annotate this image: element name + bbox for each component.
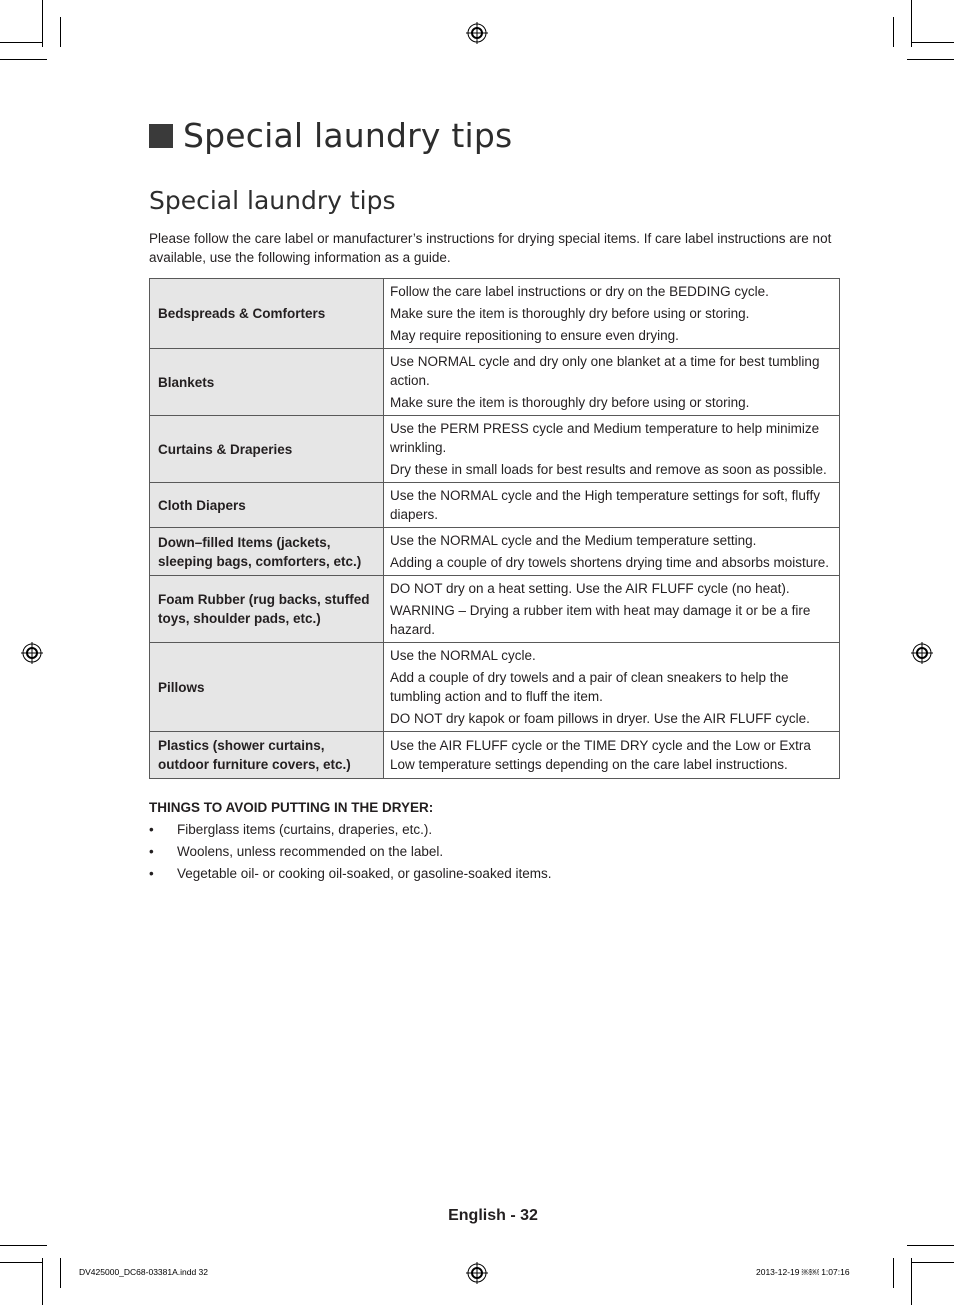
instructions-cell: [384, 416, 840, 483]
instruction-line: WARNING – Drying a rubber item with heat may damage it or be a fire hazard.: [390, 603, 811, 637]
crop-mark: [0, 42, 42, 43]
section-heading: Special laundry tips: [149, 186, 396, 215]
crop-mark: [893, 17, 894, 47]
file-slug: DV425000_DC68-03381A.indd 32: [79, 1267, 209, 1277]
crop-mark: [60, 1258, 61, 1288]
item-name-cell: Cloth Diapers: [150, 483, 384, 528]
registration-mark-icon: [21, 642, 43, 664]
crop-mark: [42, 1258, 43, 1305]
instruction-line: Use the PERM PRESS cycle and Medium temperature to help minimize wrinkling.: [390, 421, 820, 455]
instruction-line: Make sure the item is thoroughly dry before using or storing.: [390, 395, 750, 410]
table-row: [150, 483, 840, 528]
instruction-line: Use the NORMAL cycle.: [390, 648, 536, 663]
instructions-cell: [384, 483, 840, 528]
instruction-line: Dry these in small loads for best results and remove as soon as possible.: [390, 462, 827, 477]
registration-mark-icon: [466, 1262, 488, 1284]
instruction-line: Use the NORMAL cycle and the High temperature settings for soft, fluffy diapers.: [390, 488, 820, 522]
instructions-cell: [384, 643, 840, 732]
instruction-line: Use the NORMAL cycle and the Medium temperature setting.: [390, 533, 757, 548]
crop-mark: [911, 0, 912, 47]
instruction-line: Follow the care label instructions or dry on the BEDDING cycle.: [390, 284, 769, 299]
date-slug: 2013-12-19 ￼￼ 1:07:16: [756, 1267, 850, 1277]
list-item: [149, 841, 849, 863]
crop-mark: [907, 59, 954, 60]
instructions-cell: [384, 732, 840, 779]
avoid-section: [149, 797, 849, 885]
crop-mark: [60, 17, 61, 47]
item-name-cell: Plastics (shower curtains, outdoor furniture covers, etc.): [150, 732, 384, 779]
instruction-line: May require repositioning to ensure even drying.: [390, 328, 679, 343]
avoid-title: THINGS TO AVOID PUTTING IN THE DRYER:: [149, 800, 434, 815]
instruction-line: DO NOT dry kapok or foam pillows in dryer. Use the AIR FLUFF cycle.: [390, 711, 810, 726]
item-name-cell: Blankets: [150, 349, 384, 416]
instruction-line: Add a couple of dry towels and a pair of clean sneakers to help the tumbling action and to fluff the item.: [390, 670, 789, 704]
registration-mark-icon: [466, 22, 488, 44]
crop-mark: [911, 1258, 912, 1305]
instruction-line: Use the AIR FLUFF cycle or the TIME DRY cycle and the Low or Extra Low temperature settings depending on the care label instructions.: [390, 738, 811, 772]
registration-mark-icon: [911, 642, 933, 664]
bullet: •: [149, 822, 154, 837]
item-name-cell: Pillows: [150, 643, 384, 732]
item-name-cell: Curtains & Draperies: [150, 416, 384, 483]
list-item: [149, 819, 849, 841]
table-row: [150, 528, 840, 576]
bullet: •: [149, 866, 154, 881]
list-item-text: Fiberglass items (curtains, draperies, etc.).: [177, 822, 433, 837]
crop-mark: [893, 1258, 894, 1288]
page-title-text: Special laundry tips: [183, 116, 513, 155]
page-number: English - 32: [448, 1207, 538, 1224]
instructions-cell: [384, 349, 840, 416]
item-name-cell: Foam Rubber (rug backs, stuffed toys, shoulder pads, etc.): [150, 576, 384, 643]
heading-square-icon: [149, 124, 173, 148]
item-name-cell: Down–filled Items (jackets, sleeping bags, comforters, etc.): [150, 528, 384, 576]
instructions-cell: [384, 576, 840, 643]
list-item-text: Vegetable oil- or cooking oil-soaked, or gasoline-soaked items.: [177, 866, 552, 881]
instructions-cell: [384, 279, 840, 349]
bullet: •: [149, 844, 154, 859]
crop-mark: [907, 1245, 954, 1246]
crop-mark: [912, 42, 954, 43]
crop-mark: [0, 59, 47, 60]
crop-mark: [0, 1262, 42, 1263]
avoid-list: [149, 819, 849, 885]
instruction-line: Adding a couple of dry towels shortens drying time and absorbs moisture.: [390, 555, 829, 570]
item-name-cell: Bedspreads & Comforters: [150, 279, 384, 349]
table-row: [150, 576, 840, 643]
laundry-tips-table: [149, 278, 840, 779]
page-title: [149, 116, 512, 155]
instructions-cell: [384, 528, 840, 576]
table-row: [150, 732, 840, 779]
crop-mark: [42, 0, 43, 47]
list-item-text: Woolens, unless recommended on the label.: [177, 844, 444, 859]
instruction-line: DO NOT dry on a heat setting. Use the AIR FLUFF cycle (no heat).: [390, 581, 790, 596]
instruction-line: Use NORMAL cycle and dry only one blanket at a time for best tumbling action.: [390, 354, 820, 388]
list-item: [149, 863, 849, 885]
table-row: [150, 349, 840, 416]
crop-mark: [912, 1262, 954, 1263]
instruction-line: Make sure the item is thoroughly dry before using or storing.: [390, 306, 750, 321]
table-row: [150, 643, 840, 732]
table-row: [150, 416, 840, 483]
table-row: [150, 279, 840, 349]
crop-mark: [0, 1245, 47, 1246]
intro-paragraph: Please follow the care label or manufacturer’s instructions for drying special items. If care label instructions are not available, use the following information as a guide.: [149, 231, 832, 265]
